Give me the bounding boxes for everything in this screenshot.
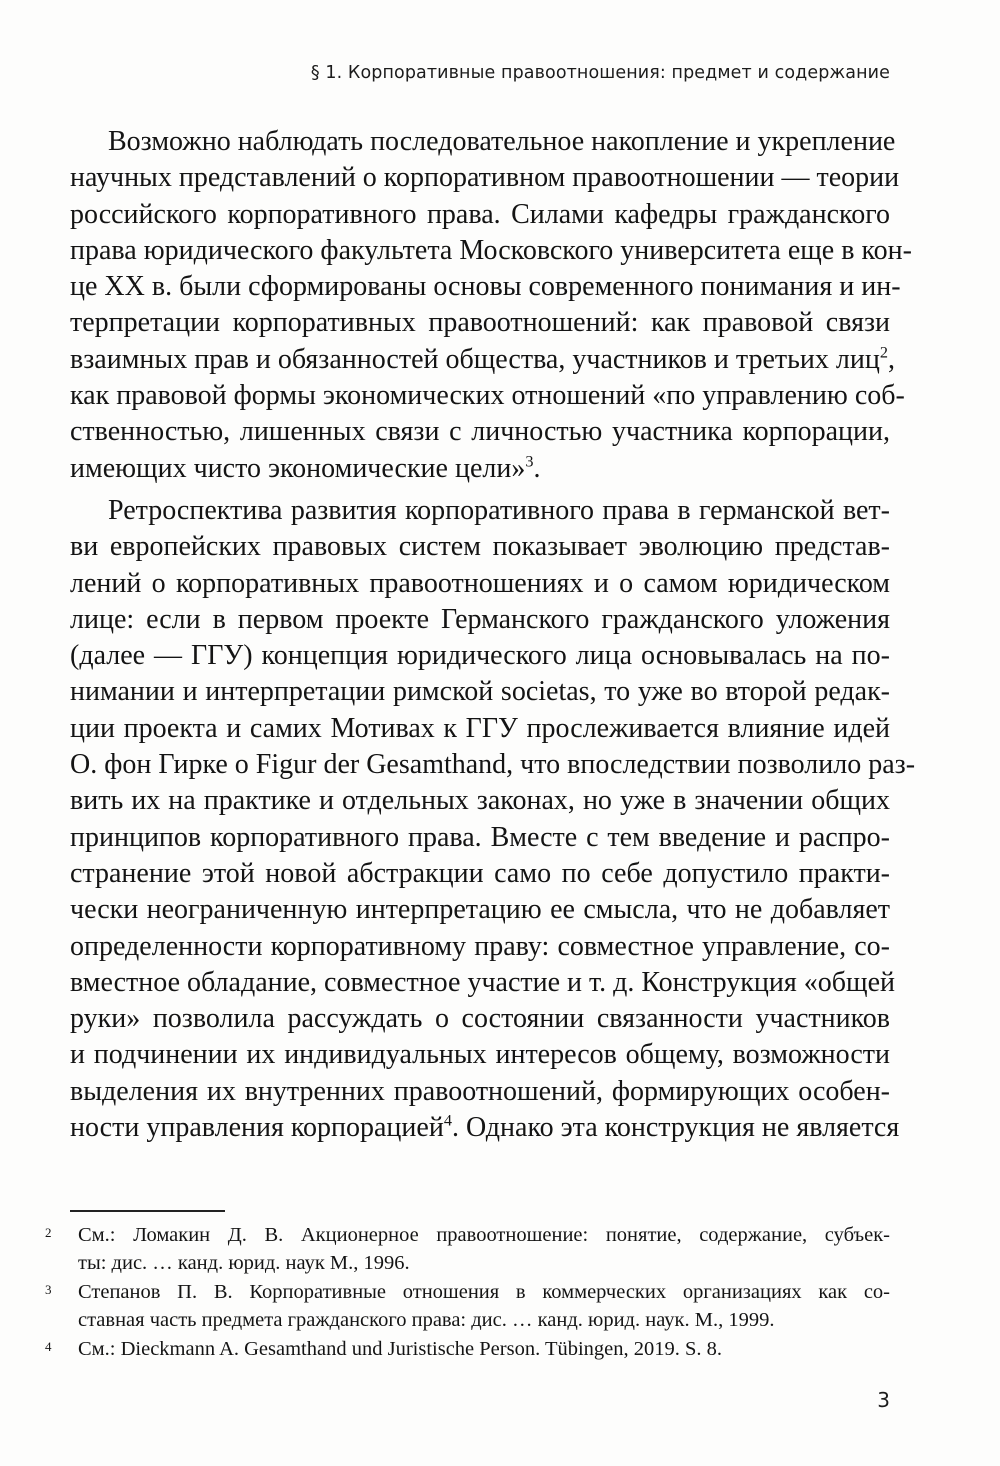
text-line: ции проекта и самих Мотивах к ГГУ прослеживается влияние идей (70, 712, 890, 744)
text-line: научных представлений о корпоративном правоотношении — теории (70, 162, 900, 194)
footnote-ref-4[interactable]: 4 (443, 1111, 452, 1130)
footnote-line: См.: Ломакин Д. В. Акционерное правоотношение: понятие, содержание, субъек- (78, 1224, 890, 1246)
footnote-3 (45, 1279, 890, 1334)
text-line (70, 342, 895, 378)
text-line: странение этой новой абстракции само по себе допустило практи- (70, 857, 890, 889)
footnote-line: Степанов П. В. Корпоративные отношения в коммерческих организациях как со- (78, 1281, 890, 1303)
footnote-line: См.: Dieckmann A. Gesamthand und Juristische Person. Tübingen, 2019. S. 8. (78, 1338, 723, 1360)
text-line: руки» позволила рассуждать о состоянии связанности участников (70, 1003, 890, 1035)
text-fragment: ности управления корпорацией (70, 1112, 444, 1144)
text-line: (далее — ГГУ) концепция юридического лица основывалась на по- (70, 640, 890, 672)
page-number: 3 (877, 1388, 890, 1412)
footnote-2 (45, 1222, 890, 1277)
footnotes (45, 1222, 890, 1366)
footnote-divider (70, 1210, 225, 1212)
text-line: Возможно наблюдать последовательное накопление и укрепление (108, 126, 896, 157)
text-fragment: имеющих чисто экономические цели» (70, 452, 526, 484)
text-line: и подчинении их индивидуальных интересов общему, возможности (70, 1039, 890, 1071)
footnote-number: 4 (45, 1339, 52, 1354)
text-line: выделения их внутренних правоотношений, формирующих особен- (70, 1075, 890, 1107)
footnote-4 (45, 1336, 890, 1364)
text-line: ственностью, лишенных связи с личностью участника корпорации, (70, 416, 890, 448)
footnote-number: 2 (45, 1225, 52, 1240)
footnote-ref-2[interactable]: 2 (879, 343, 888, 362)
footnote-ref-3[interactable]: 3 (525, 452, 534, 471)
text-fragment: . (533, 452, 541, 484)
text-fragment: взаимных прав и обязанностей общества, участников и третьих лиц (70, 343, 880, 375)
text-line: це XX в. были сформированы основы современного понимания и ин- (70, 271, 901, 303)
footnote-line: ставная часть предмета гражданского права: дис. … канд. юрид. наук. М., 1999. (78, 1308, 775, 1331)
text-line: О. фон Гирке о Figur der Gesamthand, что впоследствии позволило раз- (70, 749, 916, 781)
text-line: вить их на практике и отдельных законах, но уже в значении общих (70, 785, 890, 817)
paragraph-1 (70, 124, 912, 487)
text-line: терпретации корпоративных правоотношений: как правовой связи (70, 307, 890, 339)
paragraph-2 (70, 493, 916, 1146)
text-fragment: . (451, 1112, 459, 1144)
text-line: как правовой формы экономических отношений «по управлению соб- (70, 380, 905, 412)
footnote-number: 3 (45, 1282, 52, 1297)
text-line: права юридического факультета Московского университета еще в кон- (70, 234, 912, 266)
text-line: Ретроспектива развития корпоративного права в германской вет- (108, 494, 890, 526)
footnote-text (78, 1222, 890, 1277)
text-line (70, 1110, 900, 1146)
running-head: § 1. Корпоративные правоотношения: предмет и содержание (310, 63, 890, 83)
text-line: нимании и интерпретации римской societas, то уже во второй редак- (70, 676, 890, 708)
text-fragment: Однако эта конструкция не является (458, 1112, 900, 1144)
text-line: лений о корпоративных правоотношениях и о самом юридическом (70, 567, 890, 599)
text-line: чески неограниченную интерпретацию ее смысла, что не добавляет (70, 894, 890, 926)
text-line: принципов корпоративного права. Вместе с тем введение и распро- (70, 821, 890, 853)
text-line: лице: если в первом проекте Германского гражданского уложения (70, 603, 890, 635)
text-line: вместное обладание, совместное участие и т. д. Конструкция «общей (70, 966, 895, 998)
text-line: ви европейских правовых систем показывает эволюцию представ- (70, 531, 890, 563)
body-text (70, 124, 916, 1146)
text-line (70, 451, 890, 487)
footnote-text (78, 1336, 890, 1364)
text-line: определенности корпоративному праву: совместное управление, со- (70, 930, 890, 962)
text-fragment: , (887, 343, 895, 375)
text-line: российского корпоративного права. Силами кафедры гражданского (70, 198, 890, 230)
footnote-text (78, 1279, 890, 1334)
footnote-line: ты: дис. … канд. юрид. наук М., 1996. (78, 1251, 410, 1274)
